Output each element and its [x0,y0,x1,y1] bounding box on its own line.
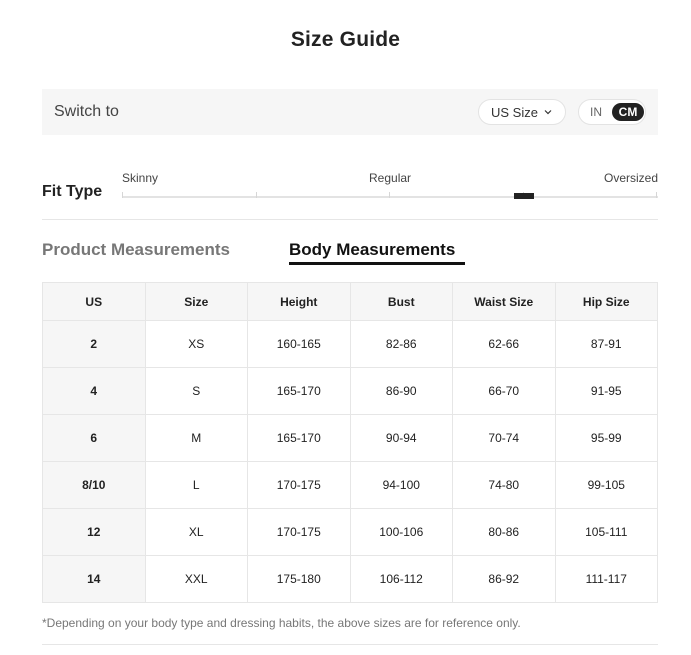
page-title: Size Guide [290,28,401,51]
cell-size: XL [145,509,248,556]
cell-hip: 91-95 [555,368,658,415]
size-system-select[interactable] [478,99,566,125]
table-row [43,321,658,368]
cell-size: M [145,415,248,462]
cell-height: 175-180 [248,556,351,603]
divider [42,644,658,645]
header-us: US [43,283,146,321]
header-bust: Bust [350,283,453,321]
cell-bust: 106-112 [350,556,453,603]
cell-size: L [145,462,248,509]
unit-toggle [578,99,646,125]
tab-body-measurements[interactable]: Body Measurements [289,240,456,259]
cell-bust: 94-100 [350,462,453,509]
cell-hip: 105-111 [555,509,658,556]
switch-bar [42,89,658,135]
fit-marker [514,193,534,199]
size-system-value: US Size [491,104,538,120]
fit-scale-notch [256,192,257,198]
cell-hip: 95-99 [555,415,658,462]
cell-bust: 90-94 [350,415,453,462]
cell-bust: 100-106 [350,509,453,556]
cell-waist: 80-86 [453,509,556,556]
fit-tick-regular: Regular [369,171,412,185]
header-hip-size: Hip Size [555,283,658,321]
table-row [43,415,658,462]
cell-waist: 86-92 [453,556,556,603]
disclaimer-footnote: *Depending on your body type and dressing habits, the above sizes are for reference only. [42,616,521,630]
cell-waist: 74-80 [453,462,556,509]
cell-us: 8/10 [43,462,146,509]
unit-cm-option[interactable]: CM [612,103,644,121]
table-row [43,368,658,415]
cell-us: 2 [43,321,146,368]
table-header-row [43,283,658,321]
cell-waist: 70-74 [453,415,556,462]
cell-us: 14 [43,556,146,603]
unit-in-option[interactable]: IN [590,105,602,119]
divider [42,219,658,220]
cell-waist: 66-70 [453,368,556,415]
table-row [43,556,658,603]
fit-tick-oversized: Oversized [604,171,659,185]
switch-label: Switch to [54,103,119,120]
header-size: Size [145,283,248,321]
cell-height: 165-170 [248,415,351,462]
cell-us: 6 [43,415,146,462]
cell-waist: 62-66 [453,321,556,368]
fit-type-label: Fit Type [42,183,103,200]
cell-height: 170-175 [248,462,351,509]
table-row [43,509,658,556]
cell-hip: 99-105 [555,462,658,509]
table-row [43,462,658,509]
cell-us: 4 [43,368,146,415]
cell-size: S [145,368,248,415]
cell-bust: 82-86 [350,321,453,368]
fit-tick-skinny: Skinny [122,171,159,185]
fit-scale-track [122,196,658,198]
fit-scale-notch [122,192,123,198]
cell-size: XS [145,321,248,368]
header-waist-size: Waist Size [453,283,556,321]
cell-hip: 111-117 [555,556,658,603]
fit-scale-notch [389,192,390,198]
cell-hip: 87-91 [555,321,658,368]
cell-height: 165-170 [248,368,351,415]
fit-scale-notch [656,192,657,198]
active-tab-underline [289,262,465,265]
cell-bust: 86-90 [350,368,453,415]
size-table [42,282,658,603]
cell-size: XXL [145,556,248,603]
cell-height: 160-165 [248,321,351,368]
chevron-down-icon [543,107,553,117]
cell-us: 12 [43,509,146,556]
tab-product-measurements[interactable]: Product Measurements [42,240,230,259]
header-height: Height [248,283,351,321]
cell-height: 170-175 [248,509,351,556]
